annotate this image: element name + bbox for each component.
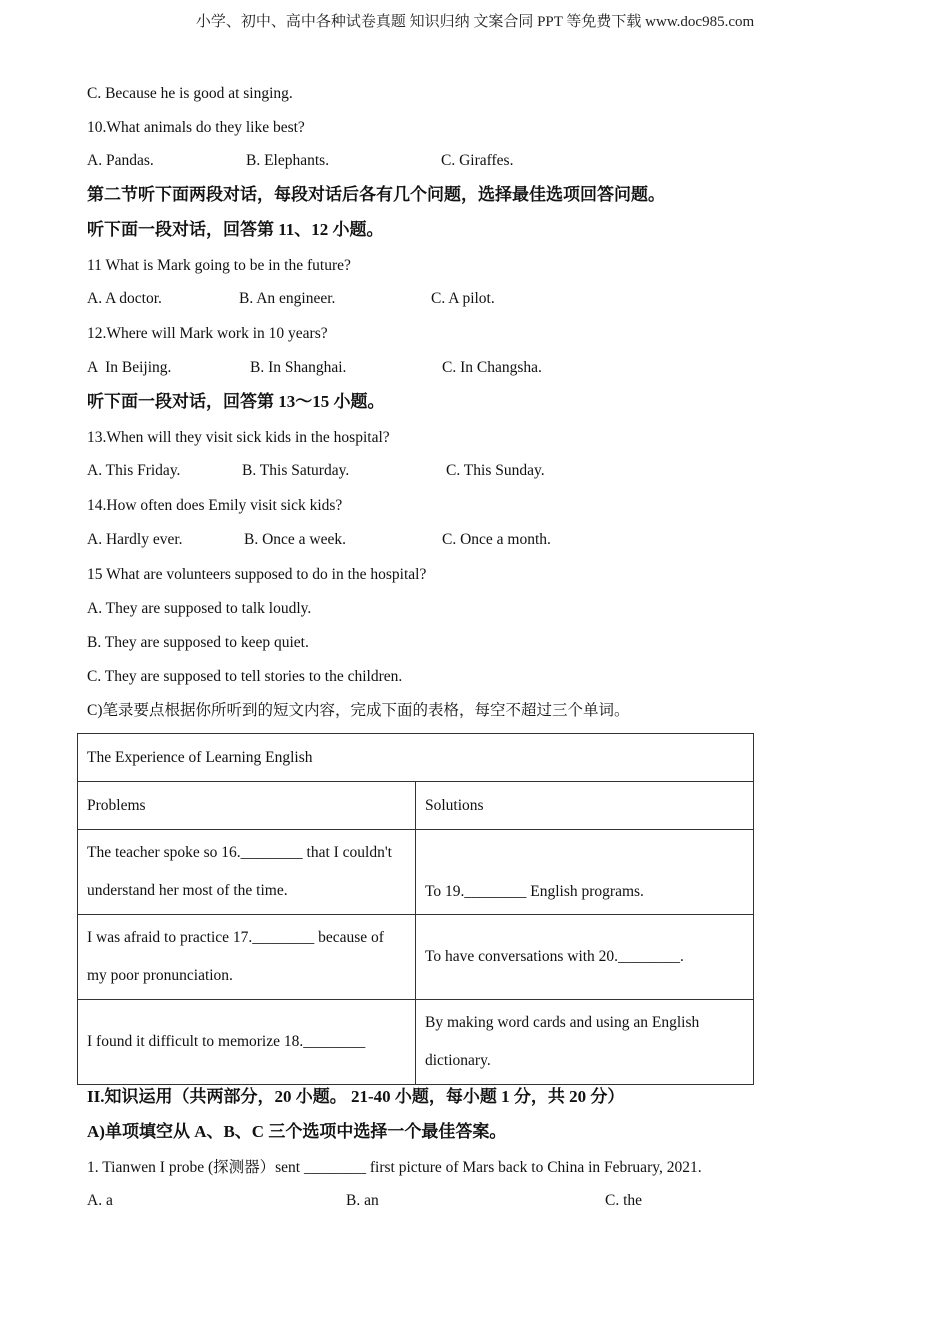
mc1-option-b: B. an [346,1192,379,1209]
q13-option-b: B. This Saturday. [242,462,350,479]
q10-question: 10.What animals do they like best? [87,119,305,136]
q15-option-b: B. They are supposed to keep quiet. [87,634,309,651]
problem-1-line-2: understand her most of the time. [87,882,288,899]
part2a-heading: A)单项填空从 A、B、C 三个选项中选择一个最佳答案。 [87,1122,507,1141]
part2-heading: II.知识运用（共两部分，20 小题。 21-40 小题，每小题 1 分，共 20 分） [87,1087,625,1106]
q11-option-b: B. An engineer. [239,290,336,307]
q14-option-b: B. Once a week. [244,531,346,548]
q14-option-a: A. Hardly ever. [87,531,183,548]
q14-option-c: C. Once a month. [442,531,551,548]
problem-cell-3: I found it difficult to memorize 18.________ [78,1000,416,1085]
q15-option-c: C. They are supposed to tell stories to the children. [87,668,403,685]
q13-question: 13.When will they visit sick kids in the hospital? [87,429,390,446]
q14-question: 14.How often does Emily visit sick kids? [87,497,343,514]
problem-2-line-2: my poor pronunciation. [87,967,233,984]
problem-1-line-1: The teacher spoke so 16.________ that I couldn't [87,844,392,861]
q12-option-a: A In Beijing. [87,359,172,376]
table-title: The Experience of Learning English [78,734,754,782]
header-problems: Problems [78,782,416,830]
page-header: 小学、初中、高中各种试卷真题 知识归纳 文案合同 PPT 等免费下载 www.doc985.com [195,14,755,30]
solution-3-line-1: By making word cards and using an English [425,1014,700,1031]
q12-option-c: C. In Changsha. [442,359,542,376]
q15-option-a: A. They are supposed to talk loudly. [87,600,312,617]
q12-question: 12.Where will Mark work in 10 years? [87,325,328,342]
problem-cell-2 [78,915,416,1000]
q11-question: 11 What is Mark going to be in the future? [87,257,351,274]
problem-2-line-1: I was afraid to practice 17.________ because of [87,929,384,946]
mc1-option-c: C. the [605,1192,643,1209]
solution-3-line-2: dictionary. [425,1052,491,1069]
solution-cell-1: To 19.________ English programs. [416,830,754,915]
solution-cell-2: To have conversations with 20.________. [416,915,754,1000]
experience-table [77,733,754,1085]
section-c-instruction: C)笔录要点根据你所听到的短文内容，完成下面的表格，每空不超过三个单词。 [87,702,630,719]
q15-question: 15 What are volunteers supposed to do in the hospital? [87,566,427,583]
table-row [78,915,754,1000]
problem-cell-1 [78,830,416,915]
q11-option-a: A. A doctor. [87,290,162,307]
dialog2-heading: 听下面一段对话，回答第 13〜15 小题。 [87,392,385,411]
mc1-option-a: A. a [87,1192,113,1209]
q11-option-c: C. A pilot. [431,290,495,307]
q10-option-a: A. Pandas. [87,152,154,169]
q10-option-b: B. Elephants. [246,152,330,169]
section2-heading: 第二节听下面两段对话，每段对话后各有几个问题，选择最佳选项回答问题。 [87,185,665,204]
mc1-question: 1. Tianwen I probe (探测器）sent ________ first picture of Mars back to China in February, 2021. [87,1159,702,1176]
table-row [78,1000,754,1085]
solution-cell-3 [416,1000,754,1085]
q13-option-a: A. This Friday. [87,462,181,479]
table-row [78,830,754,915]
q13-option-c: C. This Sunday. [446,462,545,479]
q12-option-b: B. In Shanghai. [250,359,347,376]
dialog1-heading: 听下面一段对话，回答第 11、12 小题。 [87,220,384,239]
q9-option-c: C. Because he is good at singing. [87,85,293,102]
q10-option-c: C. Giraffes. [441,152,514,169]
header-solutions: Solutions [416,782,754,830]
